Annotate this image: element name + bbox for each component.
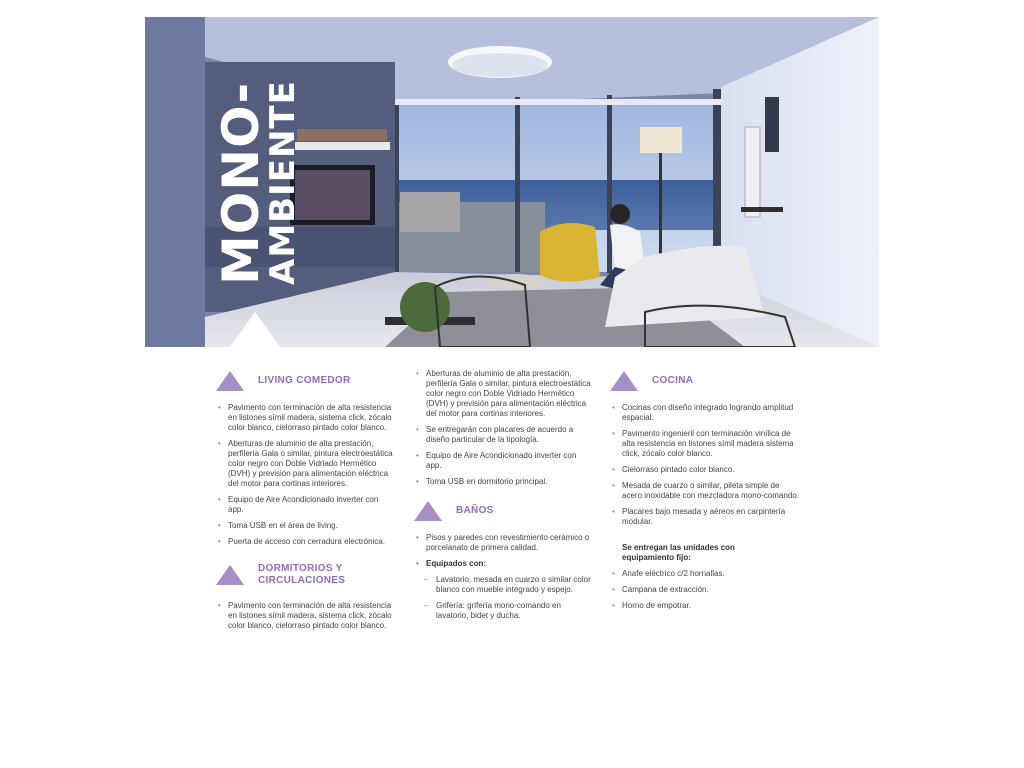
section-head-cocina bbox=[610, 371, 800, 391]
list-item: • Anafe eléctrico c/2 hornallas. bbox=[610, 569, 800, 579]
list-item: • Toma USB en el área de living. bbox=[216, 521, 396, 531]
list-item: • Toma USB en dormitorio principal. bbox=[414, 477, 592, 487]
list-item: • Pavimento con terminación de alta resistencia en listones símil madera, sistema click, zócalo color blanco, cielorraso pintado color blanco. bbox=[216, 601, 396, 631]
list-subitem: – Grifería: grifería mono-comando en lavatorio, bidet y ducha. bbox=[414, 601, 592, 621]
section-title-banos: BAÑOS bbox=[456, 505, 494, 516]
equipment-list bbox=[610, 569, 800, 611]
section-title-living: LIVING COMEDOR bbox=[258, 375, 351, 386]
section-title-dormitorios-line2: CIRCULACIONES bbox=[258, 575, 346, 586]
specs-content bbox=[0, 347, 1024, 768]
hero-title bbox=[212, 40, 302, 290]
banos-list bbox=[414, 533, 592, 621]
list-item: • Mesada de cuarzo o similar, pileta simple de acero inoxidable con mezcladora mono-comando. bbox=[610, 481, 800, 501]
column-living-dormitorios bbox=[216, 371, 396, 637]
list-item: • Campana de extracción. bbox=[610, 585, 800, 595]
section-head-banos bbox=[414, 501, 592, 521]
list-item: • Horno de empotrar. bbox=[610, 601, 800, 611]
section-head-dormitorios bbox=[216, 563, 396, 587]
column-dormitorios-banos bbox=[414, 369, 592, 627]
dormitorios-list bbox=[216, 601, 396, 631]
list-item-equipados: • Equipados con: bbox=[414, 559, 592, 569]
triangle-icon bbox=[216, 565, 244, 585]
list-item: • Aberturas de aluminio de alta prestación, perfilería Gala o similar, pintura electroestática color negro con Doble Vidriado Hermético (DVH) y previsión para alimentación eléctrica del motor para cortinas interiores. bbox=[216, 439, 396, 489]
triangle-icon bbox=[216, 371, 244, 391]
list-item: • Pisos y paredes con revestimiento cerámico o porcelanato de primera calidad. bbox=[414, 533, 592, 553]
section-title-dormitorios-line1: DORMITORIOS Y bbox=[258, 563, 343, 574]
list-item: • Equipo de Aire Acondicionado inverter con app. bbox=[414, 451, 592, 471]
hero-title-line2: AMBIENTE bbox=[263, 80, 303, 285]
hero-render bbox=[145, 17, 879, 347]
list-item: • Equipo de Aire Acondicionado inverter con app. bbox=[216, 495, 396, 515]
hero-title-line1: MONO- bbox=[212, 81, 270, 285]
list-item: • Pavimento ingenieril con terminación vinílica de alta resistencia en listones símil madera sistema click, zócalo color blanco. bbox=[610, 429, 800, 459]
section-title-cocina: COCINA bbox=[652, 375, 694, 386]
list-item: • Cielorraso pintado color blanco. bbox=[610, 465, 800, 475]
list-item: • Se entregarán con placares de acuerdo a diseño particular de la tipología. bbox=[414, 425, 592, 445]
cocina-list bbox=[610, 403, 800, 527]
equipment-note: Se entregan las unidades con equipamiento fijo: bbox=[622, 543, 735, 562]
list-item: • Puerta de acceso con cerradura electrónica. bbox=[216, 537, 396, 547]
list-item: • Cocinas con diseño integrado logrando amplitud espacial. bbox=[610, 403, 800, 423]
list-subitem: – Lavatorio, mesada en cuarzo o similar color blanco con mueble integrado y espejo. bbox=[414, 575, 592, 595]
column-cocina bbox=[610, 371, 800, 617]
dormitorios-cont-list bbox=[414, 369, 592, 487]
list-item: • Aberturas de aluminio de alta prestación, perfilería Gala o similar, pintura electroestática color negro con Doble Vidriado Hermético (DVH) y previsión para alimentación eléctrica del motor para cortinas interiores. bbox=[414, 369, 592, 419]
list-item: • Placares bajo mesada y aéreos en carpintería modular. bbox=[610, 507, 800, 527]
section-title-dormitorios bbox=[258, 563, 345, 587]
triangle-icon bbox=[414, 501, 442, 521]
triangle-icon bbox=[610, 371, 638, 391]
section-head-living bbox=[216, 371, 396, 391]
list-item: • Pavimento con terminación de alta resistencia en listones símil madera, sistema click, zócalo color blanco, cielorraso pintado color blanco. bbox=[216, 403, 396, 433]
living-list bbox=[216, 403, 396, 547]
